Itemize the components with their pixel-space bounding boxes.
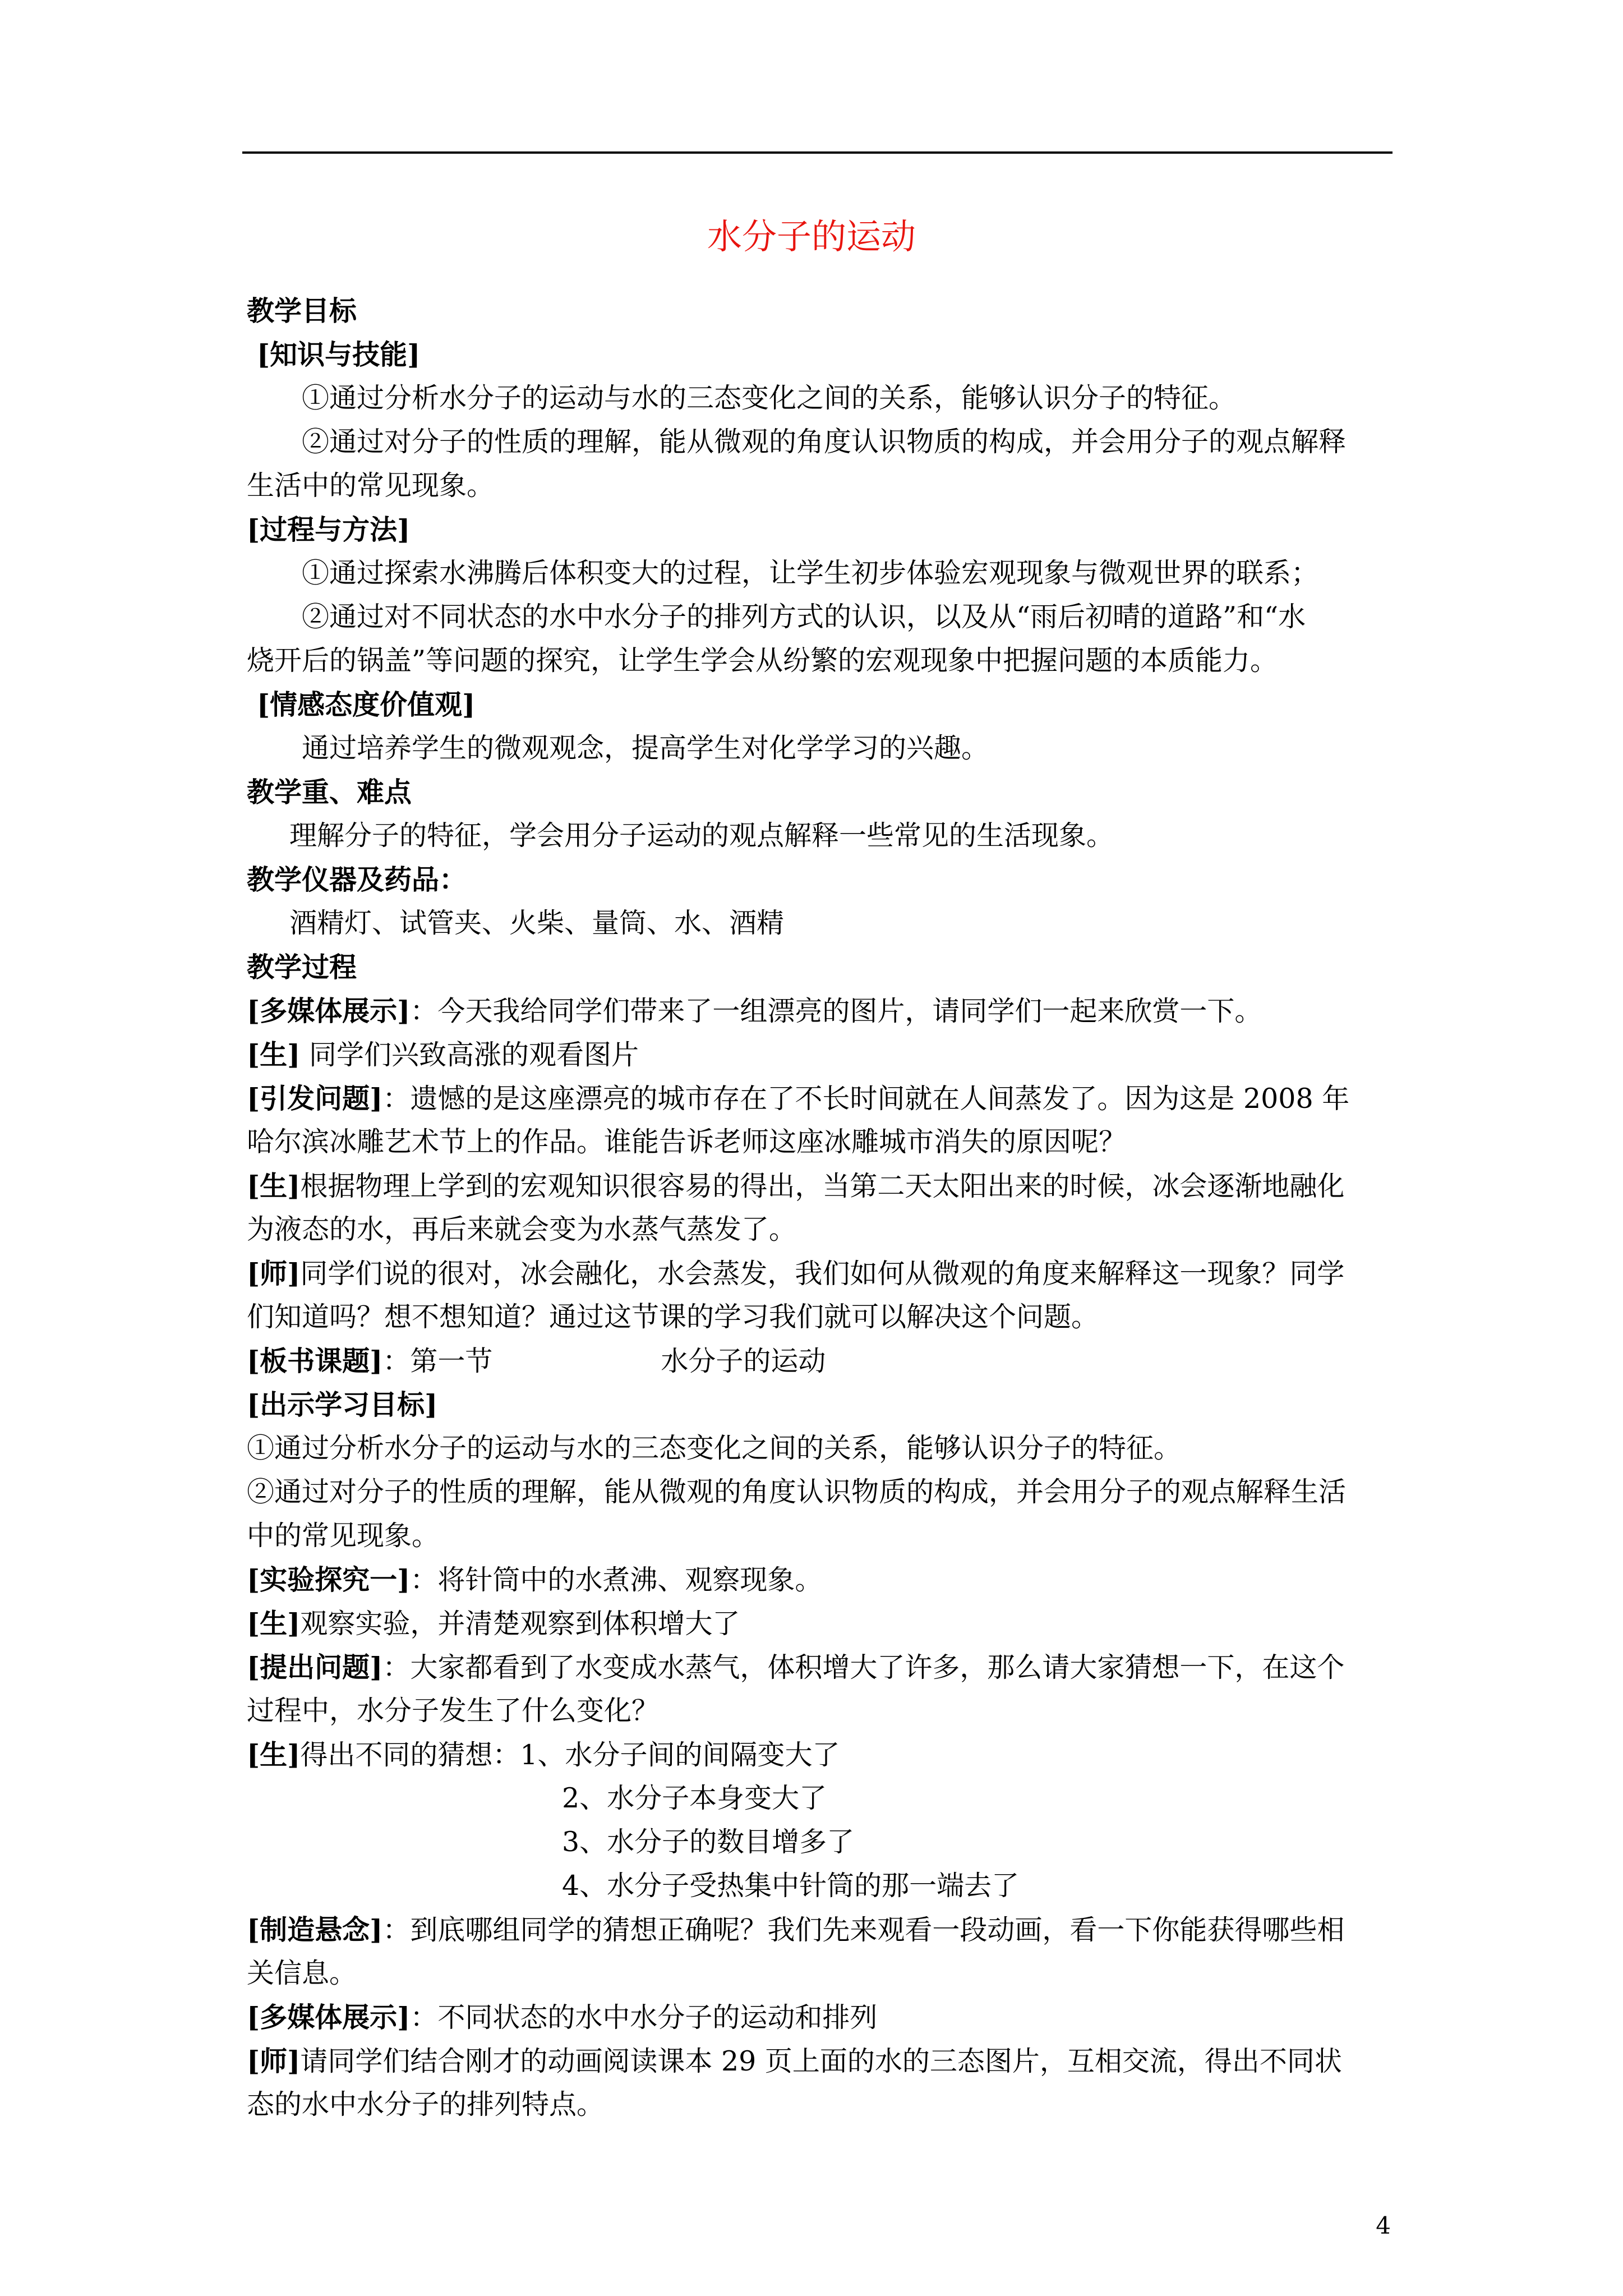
step-raise-question-cont: 哈尔滨冰雕艺术节上的作品。谁能告诉老师这座冰雕城市消失的原因呢？ xyxy=(247,1126,1127,1158)
step-experiment-1 xyxy=(247,1558,1385,1602)
guess-item-4: 4、水分子受热集中针筒的那一端去了 xyxy=(562,1870,1020,1902)
step-teacher-2-cont: 态的水中水分子的排列特点。 xyxy=(247,2088,605,2120)
step-label: [制造悬念] xyxy=(247,1913,383,1946)
attitude-item-1: 通过培养学生的微观观念，提高学生对化学学习的兴趣。 xyxy=(302,732,989,764)
step-text: ：第一节 xyxy=(382,1345,493,1377)
step-teacher-2 xyxy=(247,2039,1385,2083)
knowledge-item-1: ①通过分析水分子的运动与水的三态变化之间的关系，能够认识分子的特征。 xyxy=(302,382,1237,414)
step-pose-question-cont: 过程中，水分子发生了什么变化？ xyxy=(247,1695,660,1727)
step-label: [生] xyxy=(247,1170,301,1202)
step-label: [实验探究一] xyxy=(247,1563,411,1596)
step-teacher-1-cont: 们知道吗？想不想知道？通过这节课的学习我们就可以解决这个问题。 xyxy=(247,1301,1099,1333)
step-label: [提出问题] xyxy=(247,1651,383,1683)
step-label: [生] xyxy=(247,1738,301,1771)
objectives-heading: 教学目标 xyxy=(247,295,357,327)
equipment-text: 酒精灯、试管夹、火柴、量筒、水、酒精 xyxy=(289,907,785,939)
step-text: ：不同状态的水中水分子的运动和排列 xyxy=(410,2001,878,2033)
step-multimedia-2 xyxy=(247,1995,1385,2039)
step-board-title xyxy=(247,1339,1385,1383)
guess-item-2: 2、水分子本身变大了 xyxy=(562,1782,827,1814)
step-label: [师] xyxy=(247,2045,301,2077)
step-multimedia-1 xyxy=(247,989,1385,1033)
step-student-1 xyxy=(247,1033,1385,1076)
step-text: 请同学们结合刚才的动画阅读课本 29 页上面的水的三态图片，互相交流，得出不同状 xyxy=(300,2045,1342,2077)
step-label: [多媒体展示] xyxy=(247,2001,411,2033)
goal-item-1: ①通过分析水分子的运动与水的三态变化之间的关系，能够认识分子的特征。 xyxy=(247,1432,1182,1464)
step-pose-question xyxy=(247,1645,1385,1689)
step-suspense-cont: 关信息。 xyxy=(247,1957,357,1989)
knowledge-item-2: ②通过对分子的性质的理解，能从微观的角度认识物质的构成，并会用分子的观点解释 xyxy=(302,426,1347,458)
step-label: [板书课题] xyxy=(247,1345,383,1377)
step-label: [生] xyxy=(247,1038,301,1071)
process-methods-heading: [过程与方法] xyxy=(247,513,411,546)
process-item-2: ②通过对不同状态的水中水分子的排列方式的认识，以及从“雨后初晴的道路”和“水 xyxy=(302,601,1306,633)
step-text: ：大家都看到了水变成水蒸气，体积增大了许多，那么请大家猜想一下，在这个 xyxy=(382,1651,1345,1683)
process-item-2-cont: 烧开后的锅盖”等问题的探究，让学生学会从纷繁的宏观现象中把握问题的本质能力。 xyxy=(247,645,1278,677)
process-heading: 教学过程 xyxy=(247,951,357,983)
step-text: 得出不同的猜想：1、水分子间的间隔变大了 xyxy=(300,1739,840,1771)
step-student-3 xyxy=(247,1602,1385,1645)
step-text: ：将针筒中的水煮沸、观察现象。 xyxy=(410,1564,823,1596)
step-teacher-1 xyxy=(247,1251,1385,1295)
step-text: 观察实验，并清楚观察到体积增大了 xyxy=(300,1608,740,1640)
goal-item-2: ②通过对分子的性质的理解，能从微观的角度认识物质的构成，并会用分子的观点解释生活 xyxy=(247,1476,1347,1508)
page-number: 4 xyxy=(1376,2212,1391,2239)
step-text: 同学们说的很对，冰会融化，水会蒸发，我们如何从微观的角度来解释这一现象？同学 xyxy=(300,1258,1345,1290)
header-rule xyxy=(242,151,1393,154)
lesson-title-text: 水分子的运动 xyxy=(661,1345,826,1377)
guess-item-3: 3、水分子的数目增多了 xyxy=(562,1826,855,1858)
step-student-2 xyxy=(247,1164,1385,1208)
knowledge-skills-heading: [知识与技能] xyxy=(257,338,421,371)
step-text: 同学们兴致高涨的观看图片 xyxy=(300,1039,639,1071)
key-points-heading: 教学重、难点 xyxy=(247,776,412,808)
step-label: [引发问题] xyxy=(247,1082,383,1115)
step-student-4 xyxy=(247,1733,1385,1777)
step-show-goals: [出示学习目标] xyxy=(247,1388,438,1421)
goal-item-2-cont: 中的常见现象。 xyxy=(247,1520,440,1552)
step-text: ：今天我给同学们带来了一组漂亮的图片，请同学们一起来欣赏一下。 xyxy=(410,995,1262,1027)
attitude-heading: [情感态度价值观] xyxy=(257,688,476,721)
knowledge-item-2-cont: 生活中的常见现象。 xyxy=(247,470,495,501)
step-suspense xyxy=(247,1908,1385,1952)
document-title: 水分子的运动 xyxy=(707,216,916,257)
equipment-heading: 教学仪器及药品： xyxy=(247,863,467,896)
step-student-2-cont: 为液态的水，再后来就会变为水蒸气蒸发了。 xyxy=(247,1213,797,1245)
step-text: 根据物理上学到的宏观知识很容易的得出，当第二天太阳出来的时候，冰会逐渐地融化 xyxy=(300,1170,1345,1202)
step-label: [多媒体展示] xyxy=(247,995,411,1027)
key-points-text: 理解分子的特征，学会用分子运动的观点解释一些常见的生活现象。 xyxy=(289,820,1114,852)
step-text: ：遗憾的是这座漂亮的城市存在了不长时间就在人间蒸发了。因为这是 2008 年 xyxy=(382,1083,1350,1115)
step-label: [生] xyxy=(247,1607,301,1640)
document-body xyxy=(247,289,1385,2127)
process-item-1: ①通过探索水沸腾后体积变大的过程，让学生初步体验宏观现象与微观世界的联系； xyxy=(302,557,1319,589)
step-label: [师] xyxy=(247,1257,301,1290)
step-text: ：到底哪组同学的猜想正确呢？我们先来观看一段动画，看一下你能获得哪些相 xyxy=(382,1914,1345,1946)
step-raise-question xyxy=(247,1076,1385,1120)
